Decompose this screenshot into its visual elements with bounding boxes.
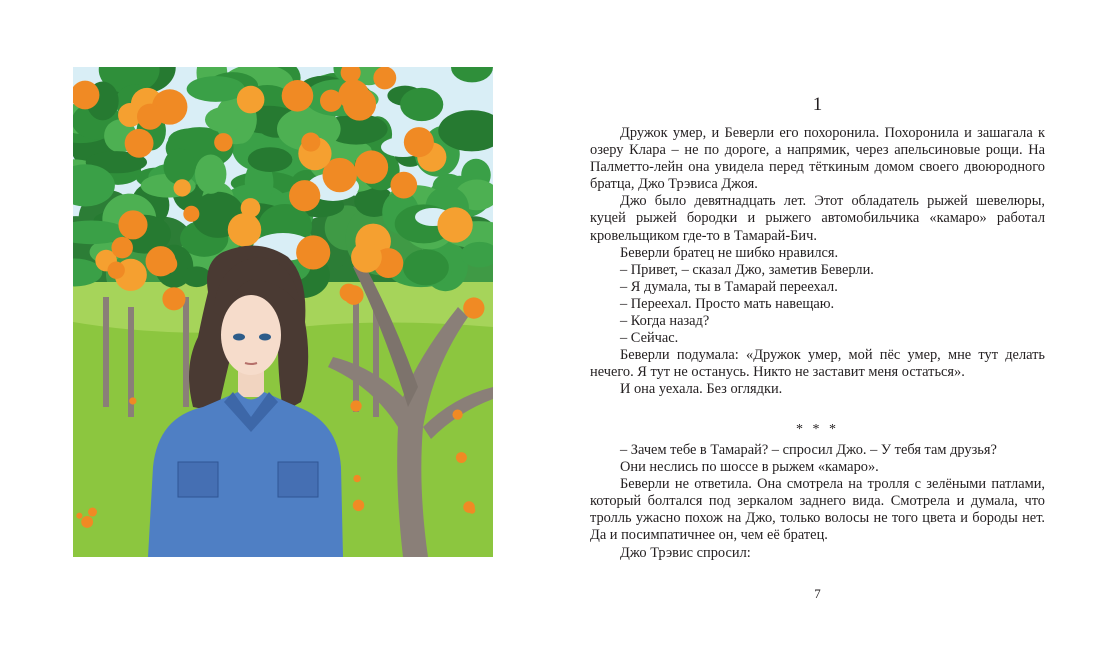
orange-fruit bbox=[111, 237, 133, 259]
chapter-number: 1 bbox=[812, 94, 823, 115]
text-block-1 bbox=[590, 125, 1045, 399]
section-break: * * * bbox=[796, 422, 839, 437]
illustration bbox=[73, 67, 493, 557]
orange-fruit bbox=[282, 80, 314, 112]
orange-fruit bbox=[373, 67, 396, 89]
paragraph: Беверли подумала: «Дружок умер, мой пёс умер, мне тут делать нечего. Я тут не останусь. Никто не заставит меня остаться». bbox=[590, 347, 1045, 381]
distant-trunk bbox=[103, 297, 109, 407]
leaf-cluster bbox=[248, 147, 293, 172]
dialog-line: – Я думала, ты в Тамарай переехал. bbox=[620, 278, 838, 295]
fallen-orange bbox=[88, 508, 97, 517]
leaf-cluster bbox=[205, 107, 244, 132]
leaf-cluster bbox=[195, 155, 226, 194]
dialog-line: – Привет, – сказал Джо, заметив Беверли. bbox=[620, 261, 874, 278]
paragraph: Беверли не ответила. Она смотрела на тролля с зелёными патлами, который болтался под зеркалом заднего вида. Смотрела и думала, что тролль ужасно похож на Джо, только волосы не того цвета и бороды нет. Да и посимпатичнее он, чем её братец. bbox=[590, 476, 1045, 544]
distant-trunk bbox=[183, 297, 189, 407]
mouth bbox=[245, 363, 257, 364]
fallen-orange bbox=[353, 500, 364, 511]
dialog-line: – Переехал. Просто мать навещаю. bbox=[620, 295, 835, 312]
orange-fruit bbox=[228, 213, 261, 246]
orange-fruit bbox=[296, 235, 330, 269]
orange-fruit bbox=[125, 129, 154, 158]
fallen-orange bbox=[469, 507, 476, 514]
orange-fruit bbox=[289, 180, 320, 211]
dialog-line: – Зачем тебе в Тамарай? – спросил Джо. – У тебя там друзья? bbox=[620, 442, 997, 458]
leaf-cluster bbox=[403, 249, 449, 285]
orange-fruit bbox=[437, 207, 472, 242]
orange-fruit bbox=[301, 132, 320, 151]
shirt-pocket-right bbox=[278, 462, 318, 497]
orange-fruit bbox=[214, 133, 232, 151]
eye-left bbox=[233, 334, 245, 341]
paragraph: Дружок умер, и Беверли его похоронила. Похоронила и зашагала к озеру Клара – не по дороге, а напрямик, через апельсиновые рощи. На Палметто-лейн она увидела перед тёткиным домом своего двоюродного братца, Джо Трэвиса Джоя. bbox=[590, 125, 1045, 193]
dialog-line: – Сейчас. bbox=[620, 330, 679, 347]
leaf-cluster bbox=[182, 266, 211, 287]
orange-fruit bbox=[137, 104, 163, 130]
orange-fruit bbox=[463, 297, 484, 318]
orange-fruit bbox=[344, 285, 364, 305]
orange-fruit bbox=[118, 210, 147, 239]
orange-fruit bbox=[159, 255, 178, 274]
eye-right bbox=[259, 334, 271, 341]
orange-fruit bbox=[183, 206, 199, 222]
orange-fruit bbox=[320, 90, 342, 112]
paragraph: Беверли братец не шибко нравился. bbox=[620, 244, 839, 261]
fallen-orange bbox=[76, 513, 82, 519]
orange-fruit bbox=[355, 150, 388, 183]
dialog-line: – Когда назад? bbox=[620, 313, 710, 330]
fallen-orange bbox=[81, 516, 93, 528]
paragraph: Джо было девятнадцать лет. Этот обладатель рыжей шевелюры, куцей рыжей бородки и рыжего автомобильчика «камаро» работал кровельщиком где-то в Тамарай-Бич. bbox=[590, 193, 1045, 244]
fallen-orange bbox=[452, 409, 462, 419]
fallen-orange bbox=[353, 475, 360, 482]
orange-fruit bbox=[162, 287, 185, 310]
fallen-orange bbox=[129, 397, 136, 404]
orange-fruit bbox=[351, 242, 382, 273]
orange-fruit bbox=[174, 179, 191, 196]
paragraph: Они неслись по шоссе в рыжем «камаро». bbox=[620, 459, 879, 476]
leaf-cluster bbox=[187, 76, 245, 102]
paragraph: Джо Трэвис спросил: bbox=[620, 544, 751, 561]
orange-fruit bbox=[343, 87, 376, 120]
fallen-orange bbox=[456, 452, 467, 463]
orange-fruit bbox=[107, 262, 124, 279]
orange-fruit bbox=[390, 172, 417, 199]
orange-fruit bbox=[237, 86, 265, 114]
distant-trunk bbox=[353, 302, 359, 412]
text-block-2 bbox=[590, 442, 1045, 562]
leaf-cluster bbox=[163, 149, 195, 185]
fallen-orange bbox=[350, 400, 361, 411]
orange-fruit bbox=[241, 198, 261, 218]
page-number: 7 bbox=[814, 586, 821, 601]
leaf-cluster bbox=[400, 88, 443, 121]
shirt-pocket-left bbox=[178, 462, 218, 497]
orange-fruit bbox=[404, 127, 434, 157]
orange-grove-illustration bbox=[73, 67, 493, 557]
paragraph: И она уехала. Без оглядки. bbox=[620, 381, 783, 398]
